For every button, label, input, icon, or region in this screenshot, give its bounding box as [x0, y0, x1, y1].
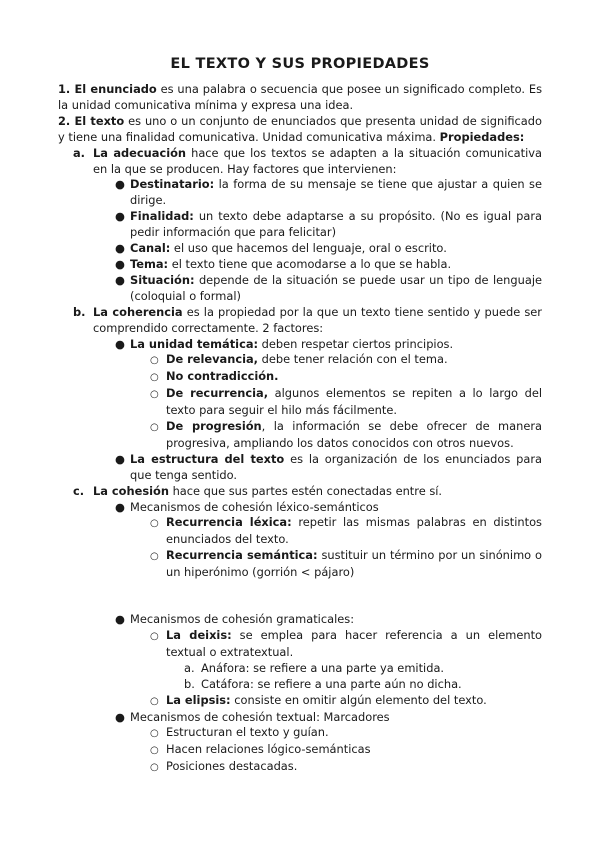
item-term: No contradicción.	[166, 369, 279, 384]
item-term: De recurrencia,	[166, 386, 269, 401]
list-item	[115, 256, 542, 273]
item-text: el texto tiene que acomodarse a lo que se habla.	[168, 256, 452, 271]
item-text: el uso que hacemos del lenguaje, oral o escrito.	[170, 241, 447, 256]
texto-term: 2. El texto	[58, 113, 125, 128]
circle-bullet-icon: ○	[150, 745, 159, 757]
bullet-icon: ●	[115, 177, 125, 192]
list-item	[115, 241, 542, 257]
circle-bullet-icon: ○	[150, 631, 159, 642]
item-term: La elipsis:	[166, 692, 231, 707]
bullet-icon: ●	[115, 272, 125, 287]
list-item	[150, 692, 542, 710]
texto-definition: es uno o un conjunto de enunciados que presenta unidad de significado y tiene una finalidad comunicativa. Unidad comunicativa máxima.	[58, 113, 542, 144]
bullet-icon: ●	[115, 499, 125, 514]
item-term: Recurrencia semántica:	[166, 548, 318, 563]
list-item	[150, 515, 542, 548]
page-title: EL TEXTO Y SUS PROPIEDADES	[170, 56, 430, 72]
list-item	[115, 209, 542, 241]
circle-bullet-icon: ○	[150, 372, 159, 384]
item-text: repetir las mismas palabras en distintos enunciados del texto.	[166, 515, 542, 547]
bullet-icon: ●	[115, 336, 125, 351]
circle-bullet-icon: ○	[150, 762, 159, 774]
enunciado-term: 1. El enunciado	[58, 82, 157, 96]
bullet-icon: ●	[115, 451, 125, 466]
item-text: Catáfora: se refiere a una parte aún no dicha.	[201, 676, 462, 691]
mechanism-label: Mecanismos de cohesión gramaticales:	[130, 612, 355, 627]
circle-bullet-icon: ○	[150, 728, 159, 740]
item-term: De relevancia,	[166, 352, 259, 367]
list-item	[150, 386, 543, 419]
spacer	[58, 581, 542, 612]
propiedades-label: Propiedades:	[439, 129, 525, 144]
list-item-adecuacion	[73, 145, 542, 178]
item-text: Estructuran el texto y guían.	[166, 725, 329, 740]
enunciado-definition: es una palabra o secuencia que posee un significado completo. Es la unidad comunicativa mínima y expresa una idea.	[58, 82, 543, 112]
bullet-icon: ●	[115, 209, 125, 224]
list-item	[150, 369, 542, 386]
adecuacion-term: La adecuación	[93, 145, 187, 160]
list-item	[150, 759, 542, 776]
document-page	[58, 54, 542, 776]
list-item	[184, 676, 542, 693]
bullet-icon: ●	[115, 256, 125, 271]
cohesion-definition: hace que sus partes estén conectadas entre sí.	[168, 483, 443, 498]
item-term: Finalidad:	[130, 209, 194, 224]
item-text: deben respetar ciertos principios.	[258, 336, 454, 351]
circle-bullet-icon: ○	[150, 695, 159, 707]
coherencia-definition: es la propiedad por la que un texto tiene sentido y puede ser comprendido correctamente. 2 factores:	[93, 304, 542, 335]
list-marker: b.	[184, 676, 195, 691]
list-item-coherencia	[73, 304, 542, 337]
mechanism-label: Mecanismos de cohesión léxico-semánticos	[130, 499, 379, 514]
item-text: es la organización de los enunciados para que tenga sentido.	[130, 451, 542, 482]
paragraph-enunciado	[58, 82, 542, 114]
coherencia-term: La coherencia	[93, 304, 183, 319]
list-item	[115, 612, 542, 628]
item-term: Recurrencia léxica:	[166, 515, 292, 530]
list-item	[150, 725, 542, 742]
item-text: sustituir un término por un sinónimo o un hiperónimo (gorrión < pájaro)	[166, 548, 543, 580]
list-marker: b.	[73, 304, 86, 319]
item-text: algunos elementos se repiten a lo largo del texto para seguir el hilo más fácilmente.	[166, 386, 543, 418]
list-item	[150, 352, 542, 369]
item-term: Situación:	[130, 272, 195, 287]
list-item	[115, 272, 542, 305]
bullet-icon: ●	[115, 709, 125, 724]
item-text: , la información se debe ofrecer de manera progresiva, ampliando los datos conocidos con otros nuevos.	[166, 419, 542, 450]
list-item	[150, 628, 543, 661]
item-term: Destinatario:	[130, 177, 215, 192]
list-item	[115, 451, 542, 484]
list-marker: a.	[184, 660, 195, 675]
list-item	[115, 177, 542, 209]
circle-bullet-icon: ○	[150, 422, 159, 434]
item-text: un texto debe adaptarse a su propósito. (No es igual para pedir información que para felicitar)	[130, 209, 542, 240]
item-term: Tema:	[130, 256, 169, 271]
list-item	[115, 336, 542, 353]
mechanism-label: Mecanismos de cohesión textual: Marcadores	[130, 709, 390, 724]
adecuacion-definition: hace que los textos se adapten a la situación comunicativa en la que se producen. Hay factores que intervienen:	[93, 145, 542, 176]
circle-bullet-icon: ○	[150, 518, 159, 530]
item-term: Canal:	[130, 241, 171, 256]
circle-bullet-icon: ○	[150, 355, 159, 367]
item-text: la forma de su mensaje se tiene que ajustar a quien se dirige.	[130, 177, 542, 208]
circle-bullet-icon: ○	[150, 389, 159, 401]
item-term: De progresión	[166, 419, 262, 434]
item-term: La unidad temática:	[130, 336, 259, 351]
bullet-icon: ●	[115, 612, 125, 627]
list-item	[150, 548, 543, 581]
list-item	[115, 709, 542, 726]
list-item-cohesion	[73, 483, 542, 500]
cohesion-term: La cohesión	[93, 483, 169, 498]
item-text: Anáfora: se refiere a una parte ya emitida.	[201, 660, 445, 675]
list-item	[150, 742, 542, 759]
item-text: Hacen relaciones lógico-semánticas	[166, 742, 371, 757]
item-text: Posiciones destacadas.	[166, 759, 298, 774]
item-text: consiste en omitir algún elemento del texto.	[230, 692, 487, 707]
list-marker: a.	[73, 145, 86, 160]
circle-bullet-icon: ○	[150, 551, 159, 563]
list-item	[184, 660, 542, 677]
paragraph-texto	[58, 114, 542, 146]
list-marker: c.	[73, 483, 85, 498]
item-text: se emplea para hacer referencia a un elemento textual o extratextual.	[166, 628, 543, 659]
list-item	[115, 499, 542, 516]
item-term: La deixis:	[166, 628, 232, 642]
bullet-icon: ●	[115, 241, 125, 256]
item-text: debe tener relación con el tema.	[258, 352, 448, 367]
item-text: depende de la situación se puede usar un tipo de lenguaje (coloquial o formal)	[130, 272, 542, 303]
list-item	[150, 419, 542, 452]
item-term: La estructura del texto	[130, 451, 285, 466]
